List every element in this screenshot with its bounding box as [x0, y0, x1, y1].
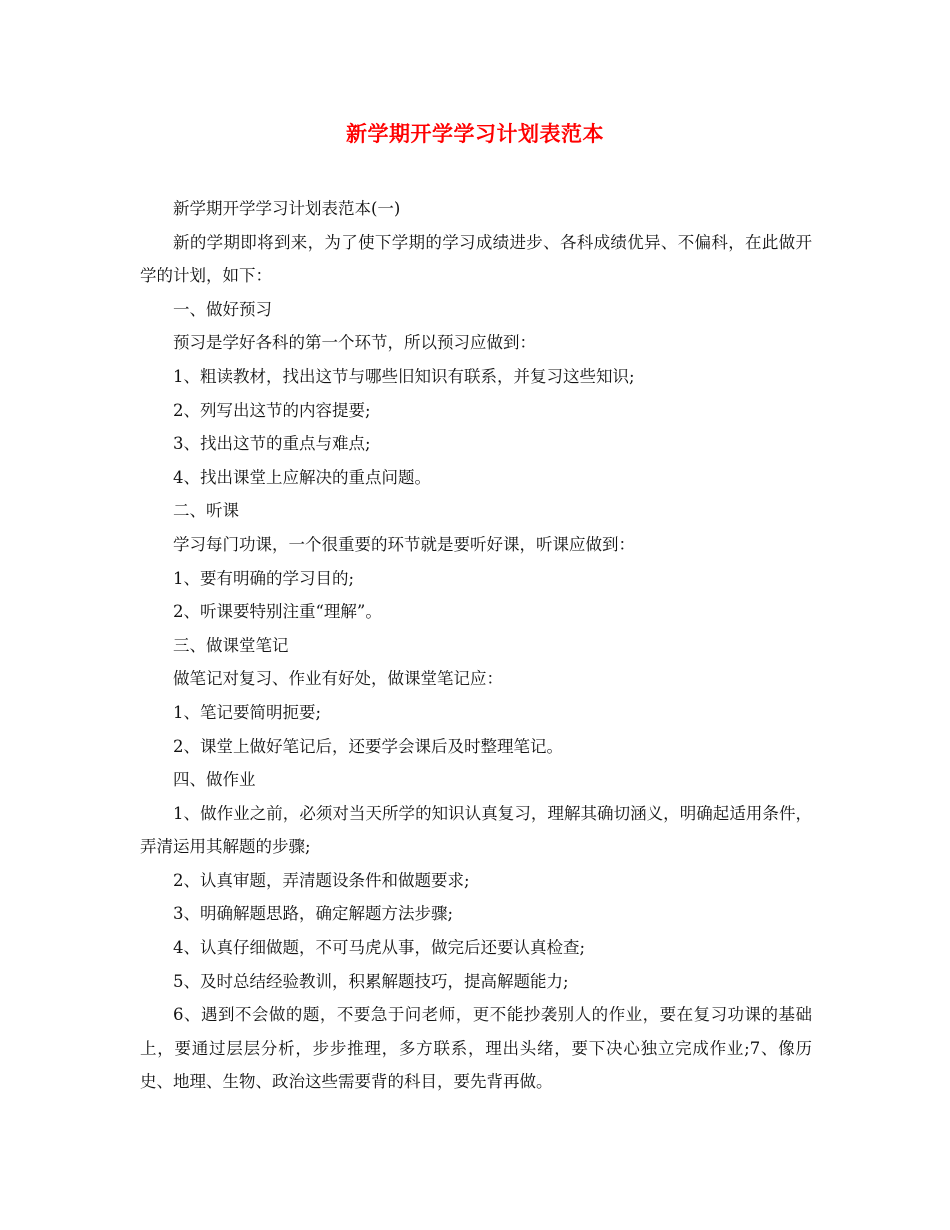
list-item: 2、认真审题，弄清题设条件和做题要求; — [173, 870, 470, 890]
document-title: 新学期开学学习计划表范本 — [346, 121, 604, 146]
list-item: 1、粗读教材，找出这节与哪些旧知识有联系，并复习这些知识; — [173, 366, 635, 386]
document-body — [140, 192, 812, 1099]
list-item: 5、及时总结经验教训，积累解题技巧，提高解题能力; — [173, 971, 569, 991]
paragraph: 做笔记对复习、作业有好处，做课堂笔记应： — [173, 669, 503, 689]
section-heading: 四、做作业 — [173, 770, 256, 790]
list-item: 1、要有明确的学习目的; — [173, 568, 355, 588]
paragraph: 预习是学好各科的第一个环节，所以预习应做到： — [173, 333, 536, 353]
list-item: 6、遇到不会做的题，不要急于问老师，更不能抄袭别人的作业，要在复习功课的基础上，要通过层层分析，步步推理，多方联系，理出头绪，要下决心独立完成作业;7、像历史、地理、生物、政治这些需要背的科目，要先背再做。 — [140, 1005, 812, 1092]
list-item: 2、课堂上做好笔记后，还要学会课后及时整理笔记。 — [173, 736, 563, 756]
paragraph: 新的学期即将到来，为了使下学期的学习成绩进步、各科成绩优异、不偏科，在此做开学的计划，如下： — [140, 232, 812, 286]
list-item: 4、认真仔细做题，不可马虎从事，做完后还要认真检查; — [173, 938, 586, 958]
section-heading: 一、做好预习 — [173, 299, 272, 319]
section-heading: 二、听课 — [173, 501, 239, 521]
paragraph: 学习每门功课，一个很重要的环节就是要听好课，听课应做到： — [173, 534, 635, 554]
list-item: 1、做作业之前，必须对当天所学的知识认真复习，理解其确切涵义，明确起适用条件，弄清运用其解题的步骤; — [140, 803, 812, 857]
list-item: 3、找出这节的重点与难点; — [173, 434, 371, 454]
list-item: 2、听课要特别注重“理解”。 — [173, 602, 382, 622]
list-item: 4、找出课堂上应解决的重点问题。 — [173, 467, 431, 487]
list-item: 1、笔记要简明扼要; — [173, 702, 322, 722]
list-item: 2、列写出这节的内容提要; — [173, 400, 371, 420]
section-heading: 三、做课堂笔记 — [173, 635, 289, 655]
list-item: 3、明确解题思路，确定解题方法步骤; — [173, 904, 454, 924]
paragraph: 新学期开学学习计划表范本(一) — [173, 199, 401, 218]
